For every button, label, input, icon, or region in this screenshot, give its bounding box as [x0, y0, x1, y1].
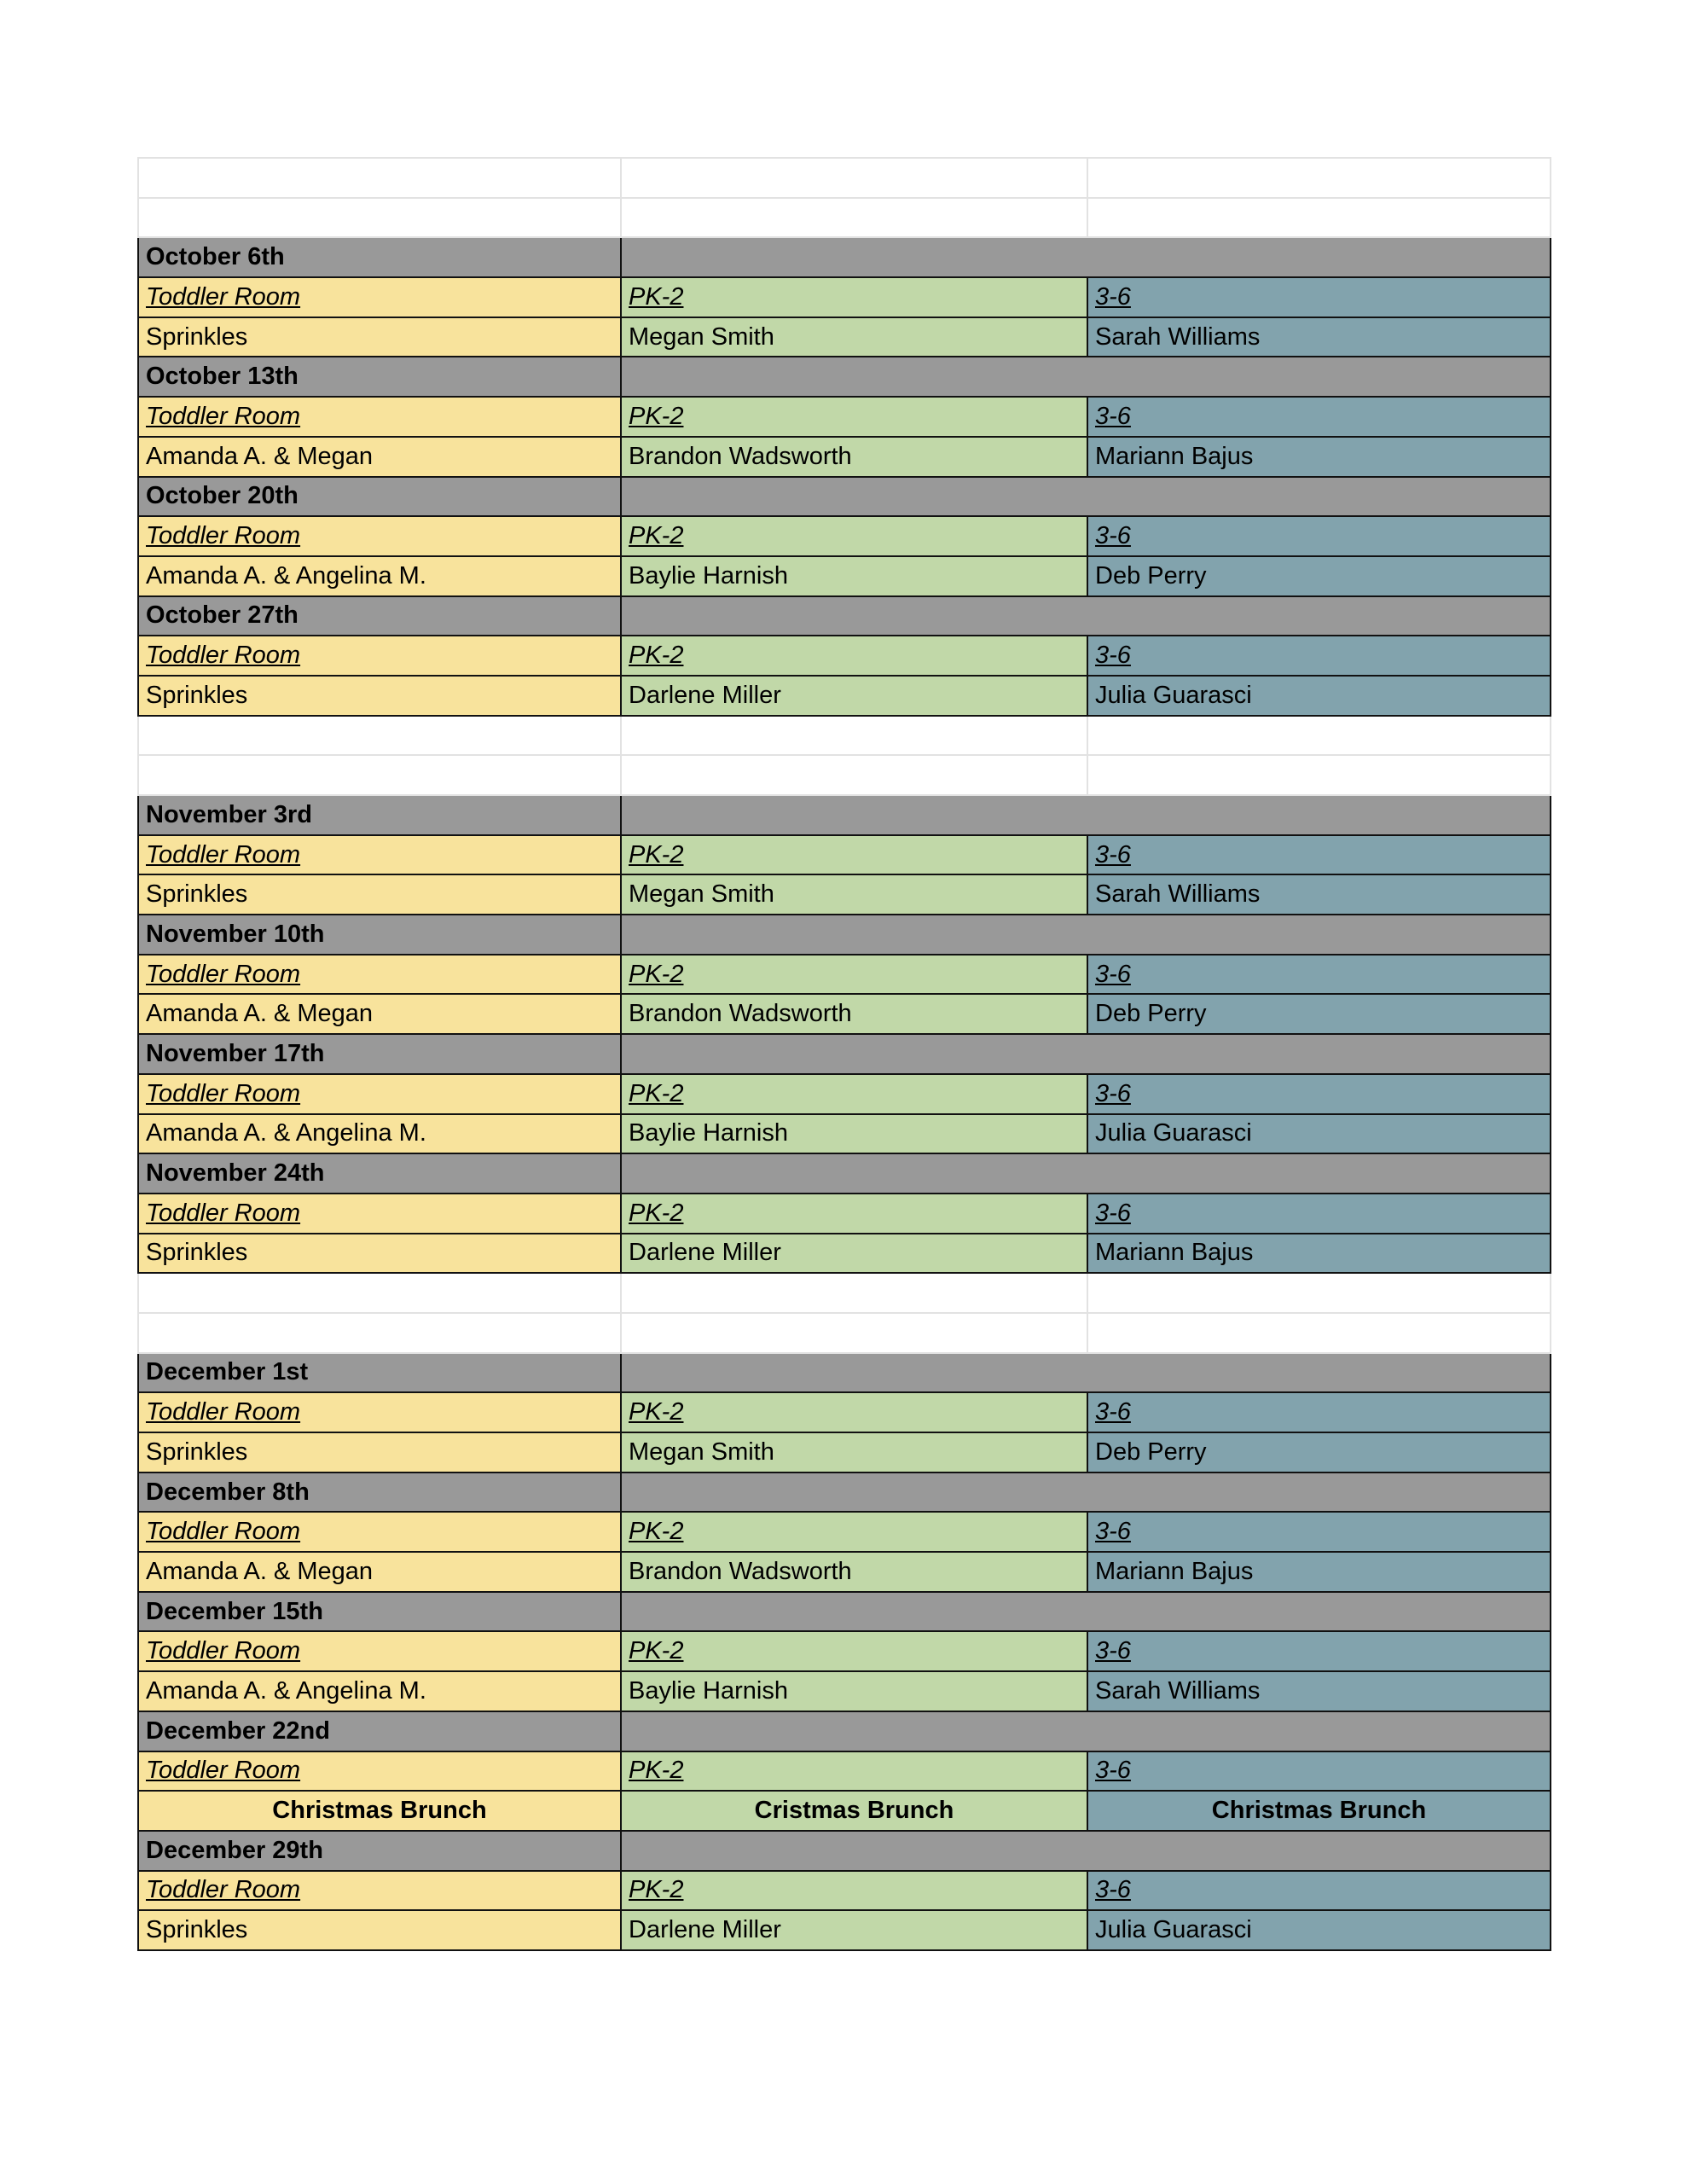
grade36-volunteer[interactable]: Deb Perry [1087, 1432, 1551, 1472]
pk2-label: PK-2 [629, 1518, 684, 1546]
pk2-label: PK-2 [629, 522, 684, 550]
pk2-volunteer[interactable]: Darlene Miller [621, 1910, 1087, 1950]
date-header-fill[interactable] [621, 915, 1551, 955]
toddler-room-label: Toddler Room [146, 402, 301, 430]
empty-cell[interactable] [1087, 1273, 1551, 1313]
grade36-label-cell[interactable] [1087, 1194, 1551, 1234]
empty-cell[interactable] [138, 1273, 621, 1313]
grade36-label: 3-6 [1095, 282, 1131, 311]
grade36-volunteer[interactable]: Julia Guarasci [1087, 1114, 1551, 1154]
pk2-label: PK-2 [629, 1079, 684, 1107]
volunteer-row [138, 1234, 1551, 1274]
toddler-room-label: Toddler Room [146, 1079, 301, 1107]
pk2-volunteer[interactable]: Darlene Miller [621, 1234, 1087, 1274]
toddler-room-label-cell[interactable] [138, 955, 621, 995]
pk2-label-cell[interactable] [621, 1871, 1087, 1911]
week-date[interactable]: December 15th [138, 1592, 621, 1632]
date-header-fill[interactable] [621, 1034, 1551, 1074]
volunteer-row [138, 317, 1551, 357]
date-header-row [138, 477, 1551, 517]
pk2-label-cell[interactable] [621, 636, 1087, 676]
date-header-fill[interactable] [621, 1153, 1551, 1194]
toddler-room-label-cell[interactable] [138, 1631, 621, 1671]
grade36-volunteer[interactable]: Julia Guarasci [1087, 1910, 1551, 1950]
toddler-room-label: Toddler Room [146, 840, 301, 868]
toddler-volunteer[interactable]: Sprinkles [138, 317, 621, 357]
empty-cell[interactable] [138, 198, 621, 238]
grade36-volunteer[interactable]: Julia Guarasci [1087, 676, 1551, 716]
date-header-row [138, 1353, 1551, 1393]
empty-cell[interactable] [621, 1273, 1087, 1313]
toddler-volunteer[interactable]: Sprinkles [138, 676, 621, 716]
toddler-room-label: Toddler Room [146, 960, 301, 988]
toddler-volunteer[interactable]: Sprinkles [138, 1432, 621, 1472]
grade36-label: 3-6 [1095, 402, 1131, 430]
pk2-label-cell[interactable] [621, 516, 1087, 556]
blank-row [138, 716, 1551, 756]
toddler-volunteer[interactable]: Amanda A. & Megan [138, 437, 621, 477]
pk2-label-cell[interactable] [621, 1631, 1087, 1671]
pk2-volunteer[interactable]: Cristmas Brunch [621, 1791, 1087, 1831]
volunteer-row [138, 437, 1551, 477]
empty-cell[interactable] [621, 716, 1087, 756]
date-header-row [138, 1472, 1551, 1513]
toddler-room-label-cell[interactable] [138, 516, 621, 556]
empty-cell[interactable] [1087, 198, 1551, 238]
date-header-row [138, 1153, 1551, 1194]
pk2-label-cell[interactable] [621, 277, 1087, 317]
date-header-fill[interactable] [621, 1353, 1551, 1393]
blank-row [138, 755, 1551, 795]
date-header-row [138, 1711, 1551, 1751]
week-date[interactable]: December 8th [138, 1472, 621, 1513]
pk2-label: PK-2 [629, 282, 684, 311]
pk2-label: PK-2 [629, 840, 684, 868]
pk2-label: PK-2 [629, 960, 684, 988]
date-header-fill[interactable] [621, 1831, 1551, 1871]
pk2-label: PK-2 [629, 1757, 684, 1785]
volunteer-row [138, 1114, 1551, 1154]
date-header-fill[interactable] [621, 795, 1551, 835]
grade36-label: 3-6 [1095, 960, 1131, 988]
date-header-row [138, 1831, 1551, 1871]
room-label-row [138, 835, 1551, 875]
grade36-label-cell[interactable] [1087, 1631, 1551, 1671]
grade36-label: 3-6 [1095, 1518, 1131, 1546]
pk2-volunteer[interactable]: Baylie Harnish [621, 556, 1087, 596]
grade36-label: 3-6 [1095, 522, 1131, 550]
pk2-volunteer[interactable]: Baylie Harnish [621, 1671, 1087, 1711]
toddler-room-label: Toddler Room [146, 282, 301, 311]
pk2-volunteer[interactable]: Megan Smith [621, 1432, 1087, 1472]
week-date[interactable]: October 13th [138, 357, 621, 397]
room-label-row [138, 1194, 1551, 1234]
week-date[interactable]: October 27th [138, 596, 621, 636]
blank-row [138, 1273, 1551, 1313]
room-label-row [138, 1512, 1551, 1552]
empty-cell[interactable] [138, 1313, 621, 1353]
grade36-label: 3-6 [1095, 1876, 1131, 1904]
grade36-label: 3-6 [1095, 642, 1131, 670]
room-label-row [138, 1074, 1551, 1114]
grade36-label-cell[interactable] [1087, 1751, 1551, 1792]
week-date[interactable]: December 29th [138, 1831, 621, 1871]
week-date[interactable]: December 22nd [138, 1711, 621, 1751]
grade36-label-cell[interactable] [1087, 397, 1551, 437]
volunteer-row [138, 1910, 1551, 1950]
grade36-label: 3-6 [1095, 1757, 1131, 1785]
grade36-label: 3-6 [1095, 1637, 1131, 1665]
pk2-label-cell[interactable] [621, 1751, 1087, 1792]
volunteer-row [138, 1552, 1551, 1592]
room-label-row [138, 1392, 1551, 1432]
toddler-room-label-cell[interactable] [138, 397, 621, 437]
pk2-label: PK-2 [629, 1637, 684, 1665]
room-label-row [138, 397, 1551, 437]
toddler-room-label-cell[interactable] [138, 1751, 621, 1792]
date-header-row [138, 596, 1551, 636]
toddler-room-label-cell[interactable] [138, 636, 621, 676]
empty-cell[interactable] [138, 716, 621, 756]
volunteer-row [138, 994, 1551, 1034]
toddler-room-label-cell[interactable] [138, 835, 621, 875]
grade36-volunteer[interactable]: Deb Perry [1087, 994, 1551, 1034]
pk2-label-cell[interactable] [621, 1194, 1087, 1234]
toddler-room-label-cell[interactable] [138, 1392, 621, 1432]
date-header-row [138, 237, 1551, 277]
date-header-fill[interactable] [621, 596, 1551, 636]
grade36-label-cell[interactable] [1087, 835, 1551, 875]
toddler-room-label: Toddler Room [146, 522, 301, 550]
volunteer-row [138, 874, 1551, 915]
toddler-volunteer[interactable]: Amanda A. & Angelina M. [138, 556, 621, 596]
toddler-room-label-cell[interactable] [138, 1512, 621, 1552]
toddler-volunteer[interactable]: Sprinkles [138, 874, 621, 915]
toddler-room-label-cell[interactable] [138, 1074, 621, 1114]
toddler-room-label-cell[interactable] [138, 1871, 621, 1911]
grade36-label-cell[interactable] [1087, 516, 1551, 556]
toddler-volunteer[interactable]: Christmas Brunch [138, 1791, 621, 1831]
toddler-volunteer[interactable]: Sprinkles [138, 1910, 621, 1950]
date-header-fill[interactable] [621, 1711, 1551, 1751]
grade36-label: 3-6 [1095, 1199, 1131, 1227]
week-date[interactable]: November 24th [138, 1153, 621, 1194]
pk2-label: PK-2 [629, 1398, 684, 1426]
room-label-row [138, 516, 1551, 556]
pk2-volunteer[interactable]: Brandon Wadsworth [621, 994, 1087, 1034]
grade36-label: 3-6 [1095, 840, 1131, 868]
pk2-label-cell[interactable] [621, 835, 1087, 875]
week-date[interactable]: October 20th [138, 477, 621, 517]
blank-row [138, 158, 1551, 198]
grade36-volunteer[interactable]: Sarah Williams [1087, 317, 1551, 357]
date-header-fill[interactable] [621, 237, 1551, 277]
pk2-label: PK-2 [629, 402, 684, 430]
grade36-label-cell[interactable] [1087, 1871, 1551, 1911]
empty-cell[interactable] [138, 158, 621, 198]
empty-cell[interactable] [138, 755, 621, 795]
pk2-volunteer[interactable]: Megan Smith [621, 874, 1087, 915]
schedule-body [138, 158, 1551, 1950]
toddler-room-label: Toddler Room [146, 1757, 301, 1785]
grade36-label-cell[interactable] [1087, 636, 1551, 676]
date-header-fill[interactable] [621, 1472, 1551, 1513]
week-date[interactable]: November 10th [138, 915, 621, 955]
toddler-room-label: Toddler Room [146, 1637, 301, 1665]
toddler-room-label-cell[interactable] [138, 277, 621, 317]
empty-cell[interactable] [1087, 716, 1551, 756]
grade36-label-cell[interactable] [1087, 1074, 1551, 1114]
pk2-label-cell[interactable] [621, 1512, 1087, 1552]
grade36-label-cell[interactable] [1087, 1392, 1551, 1432]
grade36-label: 3-6 [1095, 1398, 1131, 1426]
grade36-volunteer[interactable]: Mariann Bajus [1087, 1234, 1551, 1274]
room-label-row [138, 1871, 1551, 1911]
date-header-row [138, 915, 1551, 955]
pk2-label-cell[interactable] [621, 397, 1087, 437]
pk2-volunteer[interactable]: Darlene Miller [621, 676, 1087, 716]
empty-cell[interactable] [1087, 755, 1551, 795]
pk2-label: PK-2 [629, 1876, 684, 1904]
empty-cell[interactable] [621, 755, 1087, 795]
date-header-fill[interactable] [621, 357, 1551, 397]
toddler-volunteer[interactable]: Amanda A. & Angelina M. [138, 1671, 621, 1711]
room-label-row [138, 277, 1551, 317]
toddler-room-label-cell[interactable] [138, 1194, 621, 1234]
room-label-row [138, 1751, 1551, 1792]
toddler-room-label: Toddler Room [146, 1518, 301, 1546]
pk2-volunteer[interactable]: Brandon Wadsworth [621, 437, 1087, 477]
date-header-fill[interactable] [621, 1592, 1551, 1632]
room-label-row [138, 955, 1551, 995]
volunteer-row [138, 1432, 1551, 1472]
room-label-row [138, 1631, 1551, 1671]
pk2-label: PK-2 [629, 1199, 684, 1227]
pk2-volunteer[interactable]: Megan Smith [621, 317, 1087, 357]
blank-row [138, 1313, 1551, 1353]
volunteer-row [138, 676, 1551, 716]
toddler-volunteer[interactable]: Amanda A. & Megan [138, 1552, 621, 1592]
grade36-label-cell[interactable] [1087, 277, 1551, 317]
date-header-row [138, 1034, 1551, 1074]
grade36-volunteer[interactable]: Sarah Williams [1087, 874, 1551, 915]
grade36-volunteer[interactable]: Deb Perry [1087, 556, 1551, 596]
grade36-label-cell[interactable] [1087, 1512, 1551, 1552]
pk2-label-cell[interactable] [621, 1392, 1087, 1432]
toddler-volunteer[interactable]: Amanda A. & Angelina M. [138, 1114, 621, 1154]
week-date[interactable]: December 1st [138, 1353, 621, 1393]
volunteer-row [138, 556, 1551, 596]
volunteer-row [138, 1791, 1551, 1831]
date-header-row [138, 1592, 1551, 1632]
date-header-fill[interactable] [621, 477, 1551, 517]
pk2-volunteer[interactable]: Baylie Harnish [621, 1114, 1087, 1154]
empty-cell[interactable] [1087, 158, 1551, 198]
toddler-room-label: Toddler Room [146, 642, 301, 670]
grade36-label-cell[interactable] [1087, 955, 1551, 995]
toddler-room-label: Toddler Room [146, 1199, 301, 1227]
week-date[interactable]: November 17th [138, 1034, 621, 1074]
week-date[interactable]: November 3rd [138, 795, 621, 835]
toddler-volunteer[interactable]: Amanda A. & Megan [138, 994, 621, 1034]
blank-row [138, 198, 1551, 238]
empty-cell[interactable] [1087, 1313, 1551, 1353]
date-header-row [138, 357, 1551, 397]
date-header-row [138, 795, 1551, 835]
pk2-volunteer[interactable]: Brandon Wadsworth [621, 1552, 1087, 1592]
grade36-volunteer[interactable]: Christmas Brunch [1087, 1791, 1551, 1831]
empty-cell[interactable] [621, 158, 1087, 198]
toddler-room-label: Toddler Room [146, 1876, 301, 1904]
grade36-volunteer[interactable]: Mariann Bajus [1087, 1552, 1551, 1592]
grade36-volunteer[interactable]: Mariann Bajus [1087, 437, 1551, 477]
pk2-label-cell[interactable] [621, 1074, 1087, 1114]
empty-cell[interactable] [621, 1313, 1087, 1353]
room-label-row [138, 636, 1551, 676]
grade36-label: 3-6 [1095, 1079, 1131, 1107]
volunteer-row [138, 1671, 1551, 1711]
week-date[interactable]: October 6th [138, 237, 621, 277]
pk2-label-cell[interactable] [621, 955, 1087, 995]
toddler-room-label: Toddler Room [146, 1398, 301, 1426]
toddler-volunteer[interactable]: Sprinkles [138, 1234, 621, 1274]
grade36-volunteer[interactable]: Sarah Williams [1087, 1671, 1551, 1711]
empty-cell[interactable] [621, 198, 1087, 238]
volunteer-schedule-table [137, 157, 1551, 1951]
pk2-label: PK-2 [629, 642, 684, 670]
